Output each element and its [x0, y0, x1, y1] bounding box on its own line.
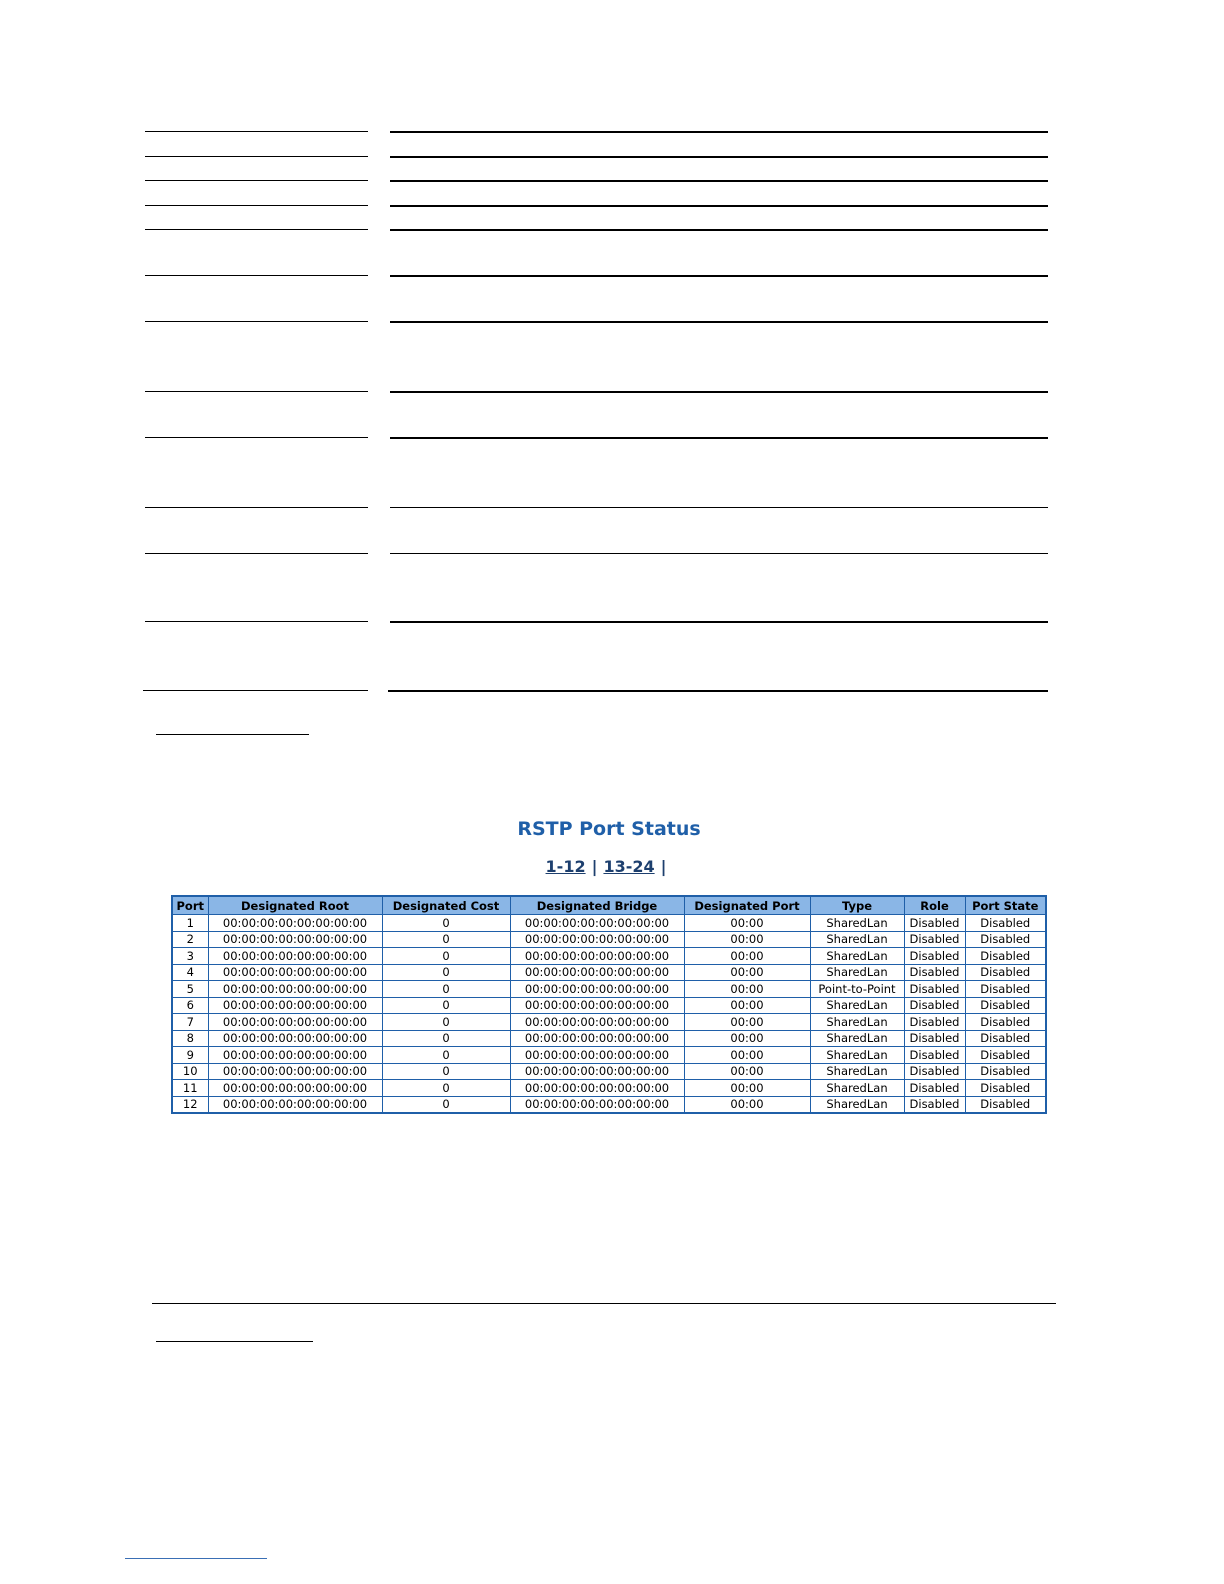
port-range-link[interactable]: 13-24: [603, 857, 655, 876]
port-range-nav: [0, 857, 1218, 876]
table-cell: 0: [382, 1063, 510, 1080]
column-header: Designated Bridge: [510, 896, 684, 915]
column-header: Type: [810, 896, 904, 915]
table-cell: 6: [172, 997, 208, 1014]
table-cell: Disabled: [904, 964, 965, 981]
table-cell: 00:00: [684, 915, 810, 932]
table-cell: 00:00: [684, 1080, 810, 1097]
table-row: [172, 948, 1046, 965]
table-cell: 0: [382, 1047, 510, 1064]
row-rule: [390, 180, 1048, 182]
table-cell: 00:00:00:00:00:00:00:00: [208, 915, 382, 932]
table-cell: 00:00:00:00:00:00:00:00: [208, 964, 382, 981]
table-cell: 00:00:00:00:00:00:00:00: [208, 1014, 382, 1031]
table-cell: Disabled: [965, 1047, 1046, 1064]
column-header: Designated Cost: [382, 896, 510, 915]
row-rule: [390, 229, 1048, 231]
table-cell: 0: [382, 915, 510, 932]
table-row: [172, 1080, 1046, 1097]
row-rule: [145, 205, 368, 206]
nav-separator: |: [660, 857, 667, 876]
table-row: [172, 915, 1046, 932]
table-cell: Disabled: [904, 997, 965, 1014]
table-cell: 5: [172, 981, 208, 998]
row-rule: [145, 229, 368, 230]
table-cell: 00:00:00:00:00:00:00:00: [208, 1096, 382, 1113]
table-row: [172, 1063, 1046, 1080]
table-cell: Disabled: [904, 931, 965, 948]
table-cell: 00:00:00:00:00:00:00:00: [510, 1047, 684, 1064]
table-cell: Disabled: [965, 1030, 1046, 1047]
table-cell: 8: [172, 1030, 208, 1047]
table-cell: 7: [172, 1014, 208, 1031]
table-cell: SharedLan: [810, 948, 904, 965]
table-cell: Disabled: [965, 997, 1046, 1014]
table-cell: 00:00:00:00:00:00:00:00: [208, 948, 382, 965]
row-rule: [145, 321, 368, 322]
row-rule: [145, 156, 368, 157]
table-row: [172, 1047, 1046, 1064]
port-range-link[interactable]: 1-12: [545, 857, 586, 876]
heading-underline: [156, 734, 309, 735]
table-row: [172, 981, 1046, 998]
table-cell: 00:00:00:00:00:00:00:00: [510, 1014, 684, 1031]
row-rule: [145, 553, 368, 554]
table-body: [172, 915, 1046, 1114]
table-cell: 11: [172, 1080, 208, 1097]
page-title: RSTP Port Status: [517, 818, 701, 840]
table-cell: 00:00:00:00:00:00:00:00: [208, 981, 382, 998]
table-cell: Disabled: [965, 948, 1046, 965]
table-cell: 00:00: [684, 1063, 810, 1080]
table-cell: 00:00: [684, 997, 810, 1014]
table-cell: Disabled: [904, 981, 965, 998]
table-cell: 00:00:00:00:00:00:00:00: [208, 1063, 382, 1080]
footnote-rule: [125, 1558, 267, 1559]
row-rule: [390, 437, 1048, 439]
table-cell: Disabled: [904, 915, 965, 932]
table-row: [172, 1014, 1046, 1031]
table-cell: Disabled: [904, 1063, 965, 1080]
column-header: Port: [172, 896, 208, 915]
table-cell: Disabled: [965, 1080, 1046, 1097]
column-header: Port State: [965, 896, 1046, 915]
table-cell: 0: [382, 1096, 510, 1113]
table-cell: SharedLan: [810, 1080, 904, 1097]
table-cell: Point-to-Point: [810, 981, 904, 998]
table-cell: 00:00: [684, 1030, 810, 1047]
table-cell: 0: [382, 1030, 510, 1047]
table-cell: SharedLan: [810, 1030, 904, 1047]
table-cell: 9: [172, 1047, 208, 1064]
column-header: Role: [904, 896, 965, 915]
table-cell: Disabled: [965, 931, 1046, 948]
table-cell: 0: [382, 981, 510, 998]
table-row: [172, 931, 1046, 948]
table-cell: 00:00:00:00:00:00:00:00: [510, 1030, 684, 1047]
table-cell: SharedLan: [810, 1096, 904, 1113]
table-cell: 0: [382, 997, 510, 1014]
row-rule: [145, 437, 368, 438]
table-cell: 00:00:00:00:00:00:00:00: [510, 948, 684, 965]
nav-separator: |: [591, 857, 598, 876]
table-cell: Disabled: [904, 1030, 965, 1047]
row-rule: [390, 321, 1048, 323]
table-cell: Disabled: [904, 1047, 965, 1064]
table-cell: SharedLan: [810, 931, 904, 948]
table-cell: 00:00: [684, 1047, 810, 1064]
row-rule: [145, 180, 368, 181]
table-cell: 0: [382, 964, 510, 981]
table-cell: SharedLan: [810, 1063, 904, 1080]
table-cell: 00:00:00:00:00:00:00:00: [510, 931, 684, 948]
table-cell: 0: [382, 948, 510, 965]
table-cell: Disabled: [965, 981, 1046, 998]
table-cell: 00:00:00:00:00:00:00:00: [510, 1063, 684, 1080]
table-cell: 00:00: [684, 981, 810, 998]
table-cell: 00:00:00:00:00:00:00:00: [208, 1080, 382, 1097]
table-row: [172, 964, 1046, 981]
row-rule: [388, 690, 1048, 692]
table-cell: Disabled: [965, 1014, 1046, 1031]
heading-underline: [156, 1341, 313, 1342]
column-header: Designated Root: [208, 896, 382, 915]
table-row: [172, 1030, 1046, 1047]
table-cell: 00:00: [684, 931, 810, 948]
column-header: Designated Port: [684, 896, 810, 915]
table-cell: 00:00:00:00:00:00:00:00: [208, 1047, 382, 1064]
section-divider: [152, 1303, 1056, 1304]
table-cell: 00:00:00:00:00:00:00:00: [510, 981, 684, 998]
row-rule: [145, 391, 368, 392]
table-cell: 00:00: [684, 1014, 810, 1031]
row-rule: [143, 690, 368, 691]
row-rule: [145, 621, 368, 622]
row-rule: [390, 507, 1048, 508]
table-cell: 00:00: [684, 1096, 810, 1113]
table-cell: Disabled: [904, 1014, 965, 1031]
table-row: [172, 997, 1046, 1014]
table-cell: 12: [172, 1096, 208, 1113]
row-rule: [390, 205, 1048, 207]
table-cell: 00:00:00:00:00:00:00:00: [208, 997, 382, 1014]
row-rule: [390, 156, 1048, 158]
row-rule: [390, 131, 1048, 133]
table-cell: Disabled: [904, 1096, 965, 1113]
table-cell: SharedLan: [810, 1014, 904, 1031]
table-cell: 00:00:00:00:00:00:00:00: [510, 997, 684, 1014]
table-cell: Disabled: [904, 948, 965, 965]
table-cell: 0: [382, 931, 510, 948]
table-row: [172, 1096, 1046, 1113]
table-cell: 1: [172, 915, 208, 932]
row-rule: [145, 507, 368, 508]
row-rule: [390, 391, 1048, 393]
table-cell: 3: [172, 948, 208, 965]
table-cell: SharedLan: [810, 1047, 904, 1064]
table-cell: 2: [172, 931, 208, 948]
table-cell: Disabled: [965, 964, 1046, 981]
table-cell: 0: [382, 1014, 510, 1031]
row-rule: [145, 275, 368, 276]
table-cell: SharedLan: [810, 915, 904, 932]
table-cell: SharedLan: [810, 997, 904, 1014]
table-cell: 00:00:00:00:00:00:00:00: [510, 964, 684, 981]
table-cell: 00:00:00:00:00:00:00:00: [208, 931, 382, 948]
table-cell: 0: [382, 1080, 510, 1097]
rstp-port-status-table: [171, 895, 1047, 1114]
table-cell: 00:00:00:00:00:00:00:00: [510, 915, 684, 932]
table-cell: 00:00:00:00:00:00:00:00: [510, 1096, 684, 1113]
row-rule: [390, 275, 1048, 277]
table-cell: Disabled: [965, 1096, 1046, 1113]
table-header-row: [172, 896, 1046, 915]
table-cell: 4: [172, 964, 208, 981]
row-rule: [390, 553, 1048, 554]
row-rule: [390, 621, 1048, 623]
table-cell: 00:00: [684, 948, 810, 965]
table-cell: Disabled: [904, 1080, 965, 1097]
table-cell: Disabled: [965, 1063, 1046, 1080]
table-cell: 10: [172, 1063, 208, 1080]
table-cell: SharedLan: [810, 964, 904, 981]
table-cell: 00:00: [684, 964, 810, 981]
table-cell: 00:00:00:00:00:00:00:00: [208, 1030, 382, 1047]
table-cell: Disabled: [965, 915, 1046, 932]
table-cell: 00:00:00:00:00:00:00:00: [510, 1080, 684, 1097]
row-rule: [145, 131, 368, 132]
